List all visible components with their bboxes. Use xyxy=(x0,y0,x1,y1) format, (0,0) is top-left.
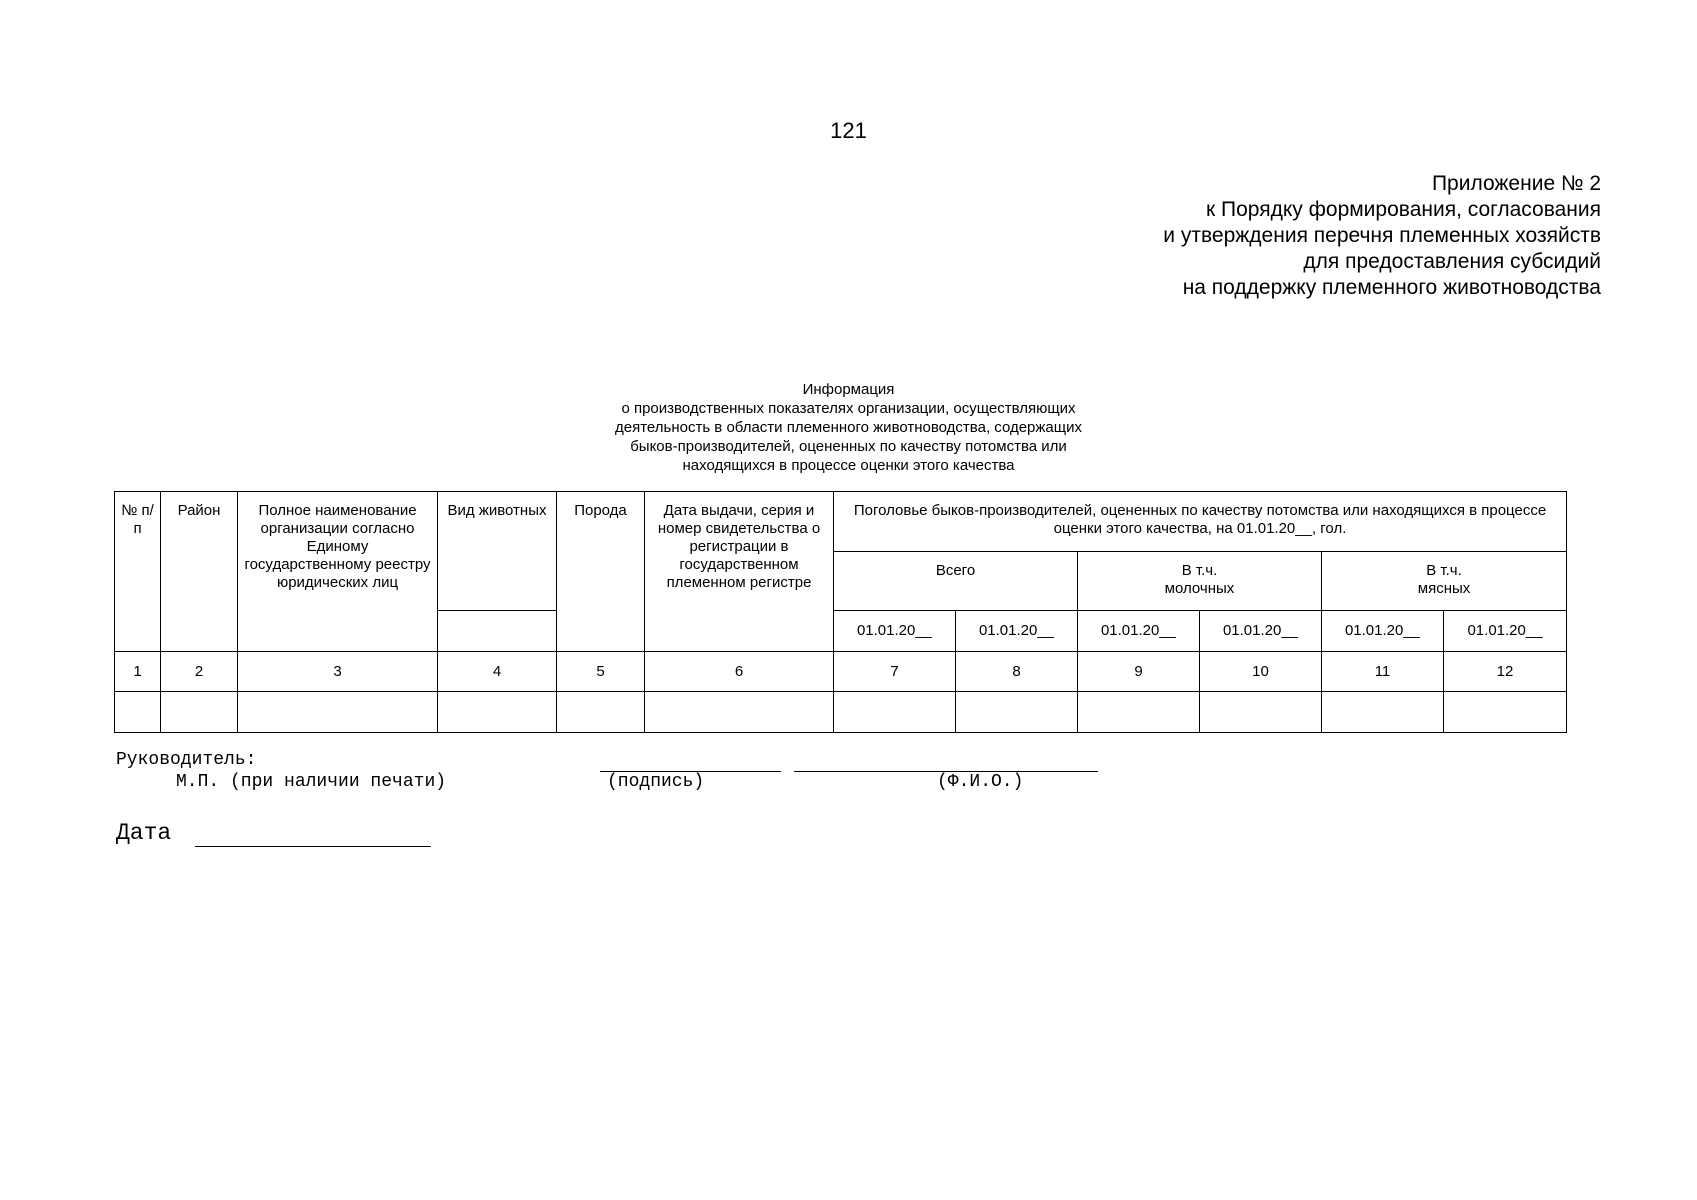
stamp-label: М.П. (при наличии печати) xyxy=(176,772,447,792)
fio-label: (Ф.И.О.) xyxy=(937,772,1024,792)
appendix-line: для предоставления субсидий xyxy=(1303,250,1601,273)
column-number: 10 xyxy=(1200,652,1322,692)
header-meat: В т.ч. мясных xyxy=(1322,552,1567,611)
column-number: 12 xyxy=(1444,652,1567,692)
header-dairy: В т.ч. молочных xyxy=(1078,552,1322,611)
column-number: 1 xyxy=(115,652,161,692)
column-number: 2 xyxy=(161,652,238,692)
header-org-name: Полное наименование организации согласно Единому государственному реестру юридических лиц xyxy=(238,492,438,652)
header-date: 01.01.20__ xyxy=(1322,611,1444,652)
appendix-line: к Порядку формирования, согласования xyxy=(1205,198,1601,221)
appendix-block xyxy=(1163,171,1601,301)
header-date: 01.01.20__ xyxy=(834,611,956,652)
header-livestock-group: Поголовье быков-производителей, оцененных по качеству потомства или находящихся в процессе оценки этого качества, на 01.01.20__, гол. xyxy=(834,492,1567,552)
column-number-row xyxy=(115,652,1567,692)
column-number: 8 xyxy=(956,652,1078,692)
appendix-line: Приложение № 2 xyxy=(1431,172,1601,195)
date-label: Дата xyxy=(116,820,172,846)
table-cell xyxy=(557,692,645,733)
title-line: находящихся в процессе оценки этого качества xyxy=(682,457,1015,474)
header-animal-type: Вид животных xyxy=(438,492,557,611)
appendix-line: и утверждения перечня племенных хозяйств xyxy=(1163,224,1601,247)
table-cell xyxy=(438,692,557,733)
header-date: 01.01.20__ xyxy=(1200,611,1322,652)
page-number: 121 xyxy=(830,118,867,143)
table-cell xyxy=(956,692,1078,733)
column-number: 11 xyxy=(1322,652,1444,692)
table-cell xyxy=(1444,692,1567,733)
table-cell xyxy=(645,692,834,733)
column-number: 7 xyxy=(834,652,956,692)
header-num: № п/п xyxy=(115,492,161,652)
table-cell xyxy=(1200,692,1322,733)
column-number: 6 xyxy=(645,652,834,692)
table-row xyxy=(115,692,1567,733)
header-district: Район xyxy=(161,492,238,652)
table-cell xyxy=(161,692,238,733)
title-line: деятельность в области племенного животноводства, содержащих xyxy=(615,419,1082,436)
signature-label: (подпись) xyxy=(607,772,705,792)
header-date: 01.01.20__ xyxy=(1078,611,1200,652)
appendix-line: на поддержку племенного животноводства xyxy=(1182,276,1601,299)
form-title xyxy=(0,380,1697,475)
header-animal-type-sub xyxy=(438,611,557,652)
table-cell xyxy=(1078,692,1200,733)
title-line: о производственных показателях организации, осуществляющих xyxy=(621,400,1076,417)
table-cell xyxy=(834,692,956,733)
header-total: Всего xyxy=(834,552,1078,611)
table-cell xyxy=(115,692,161,733)
column-number: 5 xyxy=(557,652,645,692)
column-number: 4 xyxy=(438,652,557,692)
header-date: 01.01.20__ xyxy=(1444,611,1567,652)
header-date: 01.01.20__ xyxy=(956,611,1078,652)
header-breed: Порода xyxy=(557,492,645,652)
livestock-table xyxy=(114,491,1567,733)
title-line: быков-производителей, оцененных по качеству потомства или xyxy=(630,438,1067,455)
header-certificate: Дата выдачи, серия и номер свидетельства о регистрации в государственном племенном регистре xyxy=(645,492,834,652)
head-label: Руководитель: xyxy=(116,750,257,770)
column-number: 9 xyxy=(1078,652,1200,692)
column-number: 3 xyxy=(238,652,438,692)
date-line xyxy=(195,846,431,847)
table-cell xyxy=(238,692,438,733)
title-line: Информация xyxy=(802,381,895,398)
table-cell xyxy=(1322,692,1444,733)
